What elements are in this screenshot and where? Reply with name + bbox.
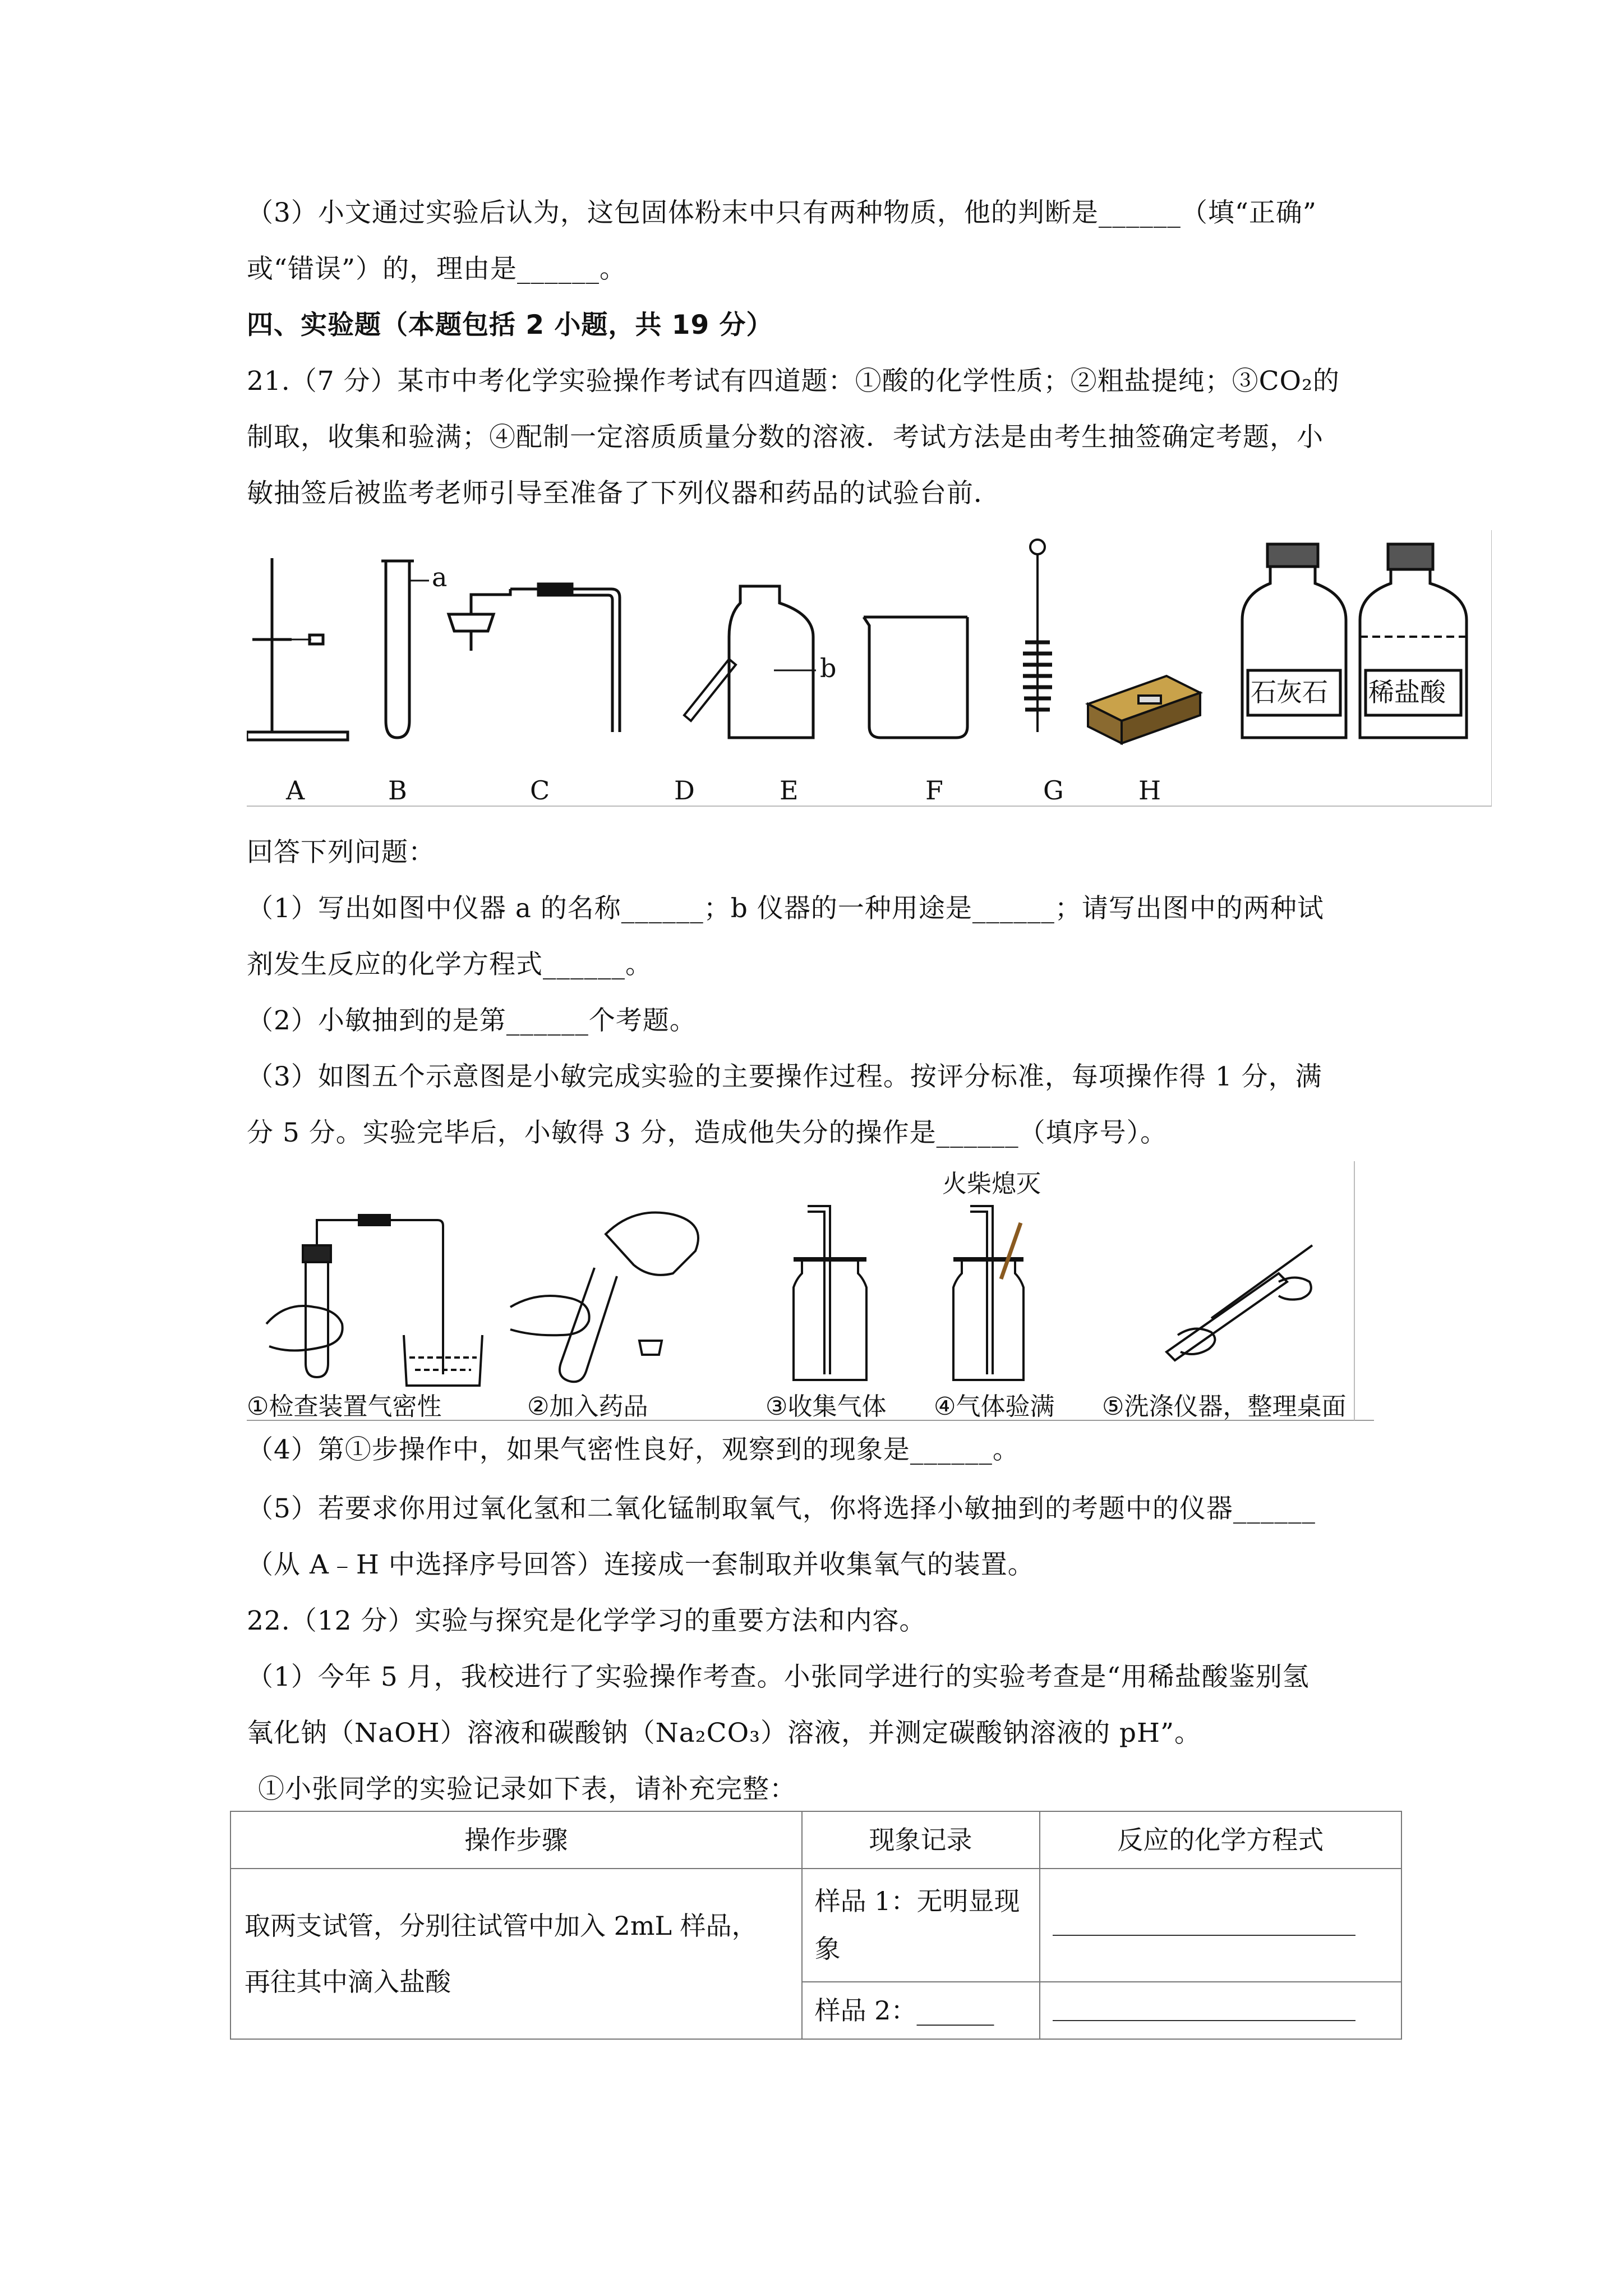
q21-p2: （2）小敏抽到的是第______个考题。 <box>247 1005 697 1036</box>
label-B: B <box>388 775 407 806</box>
label-G: G <box>1043 775 1064 806</box>
sample2-text: 样品 2：______ <box>814 1995 994 2026</box>
q22-p1-line1: （1）今年 5 月，我校进行了实验操作考查。小张同学进行的实验考查是“用稀盐酸鉴别氢 <box>247 1662 1310 1692</box>
q21-answer-prompt: 回答下列问题： <box>247 837 435 868</box>
beaker-icon <box>864 617 967 738</box>
q21-p3-line2: 分 5 分。实验完毕后，小敏得 3 分，造成他失分的操作是______（填序号）。 <box>247 1117 1168 1148</box>
label-D: D <box>674 775 695 806</box>
step3-caption: ③收集气体 <box>766 1392 887 1421</box>
step5-caption: ⑤洗涤仪器，整理桌面 <box>1102 1392 1347 1421</box>
label-H: H <box>1138 775 1161 806</box>
section4-heading: 四、实验题（本题包括 2 小题，共 19 分） <box>247 310 773 341</box>
equation-answer-cell-2[interactable] <box>1040 1982 1402 2039</box>
operation-line1: 取两支试管，分别往试管中加入 2mL 样品， <box>245 1911 758 1941</box>
q21-p1-line1: （1）写出如图中仪器 a 的名称______；b 仪器的一种用途是______；请写出图中的两种试 <box>247 893 1324 924</box>
header-operation: 操作步骤 <box>230 1811 802 1869</box>
gas-bottle-icon <box>729 586 816 738</box>
stopper-tube-icon <box>449 584 620 732</box>
step1-caption: ①检查装置气密性 <box>247 1392 442 1421</box>
operation-cell <box>230 1869 802 2039</box>
marker-b: b <box>820 653 837 683</box>
add-reagent-icon <box>510 1213 698 1382</box>
marker-a: a <box>432 562 448 592</box>
equation-blank-1[interactable] <box>1053 1907 1355 1936</box>
label-A: A <box>286 775 305 806</box>
q22-p1-line2: 氧化钠（NaOH）溶液和碳酸钠（Na₂CO₃）溶液，并测定碳酸钠溶液的 pH”。 <box>247 1718 1202 1749</box>
step4-caption: ④气体验满 <box>934 1392 1055 1421</box>
q22-line1: 22.（12 分）实验与探究是化学学习的重要方法和内容。 <box>247 1605 926 1636</box>
q20-3-line1: （3）小文通过实验后认为，这包固体粉末中只有两种物质，他的判断是______（填“正确” <box>247 197 1317 228</box>
experiment-record-table <box>230 1811 1402 2040</box>
q21-p5-line1: （5）若要求你用过氧化氢和二氧化锰制取氧气，你将选择小敏抽到的考题中的仪器______ <box>247 1493 1316 1524</box>
bottle2-label: 稀盐酸 <box>1368 677 1446 707</box>
iron-stand-icon <box>247 558 348 740</box>
q21-line3: 敏抽签后被监考老师引导至准备了下列仪器和药品的试验台前． <box>247 478 1000 509</box>
sample1-line1: 样品 1：无明显现 <box>814 1886 1020 1916</box>
operation-steps-figure <box>247 1161 1374 1425</box>
q21-line1: 21.（7 分）某市中考化学实验操作考试有四道题：①酸的化学性质；②粗盐提纯；③CO₂的 <box>247 366 1340 397</box>
gas-collection-icon <box>794 1206 866 1380</box>
q21-p4: （4）第①步操作中，如果气密性良好，观察到的现象是______。 <box>247 1434 1020 1465</box>
label-F: F <box>925 775 943 806</box>
q21-p3-line1: （3）如图五个示意图是小敏完成实验的主要操作过程。按评分标准，每项操作得 1 分，满 <box>247 1061 1322 1092</box>
bottle1-label: 石灰石 <box>1251 677 1328 707</box>
table-header-row <box>230 1811 1401 1869</box>
operation-line2: 再往其中滴入盐酸 <box>245 1967 451 1997</box>
airtightness-check-icon <box>266 1215 482 1386</box>
test-tube-icon <box>381 561 429 738</box>
label-E: E <box>780 775 799 806</box>
q20-3-line2: 或“错误”）的，理由是______。 <box>247 254 627 284</box>
label-C: C <box>530 775 550 806</box>
phenomenon-cell-1 <box>802 1869 1040 1982</box>
table-row <box>230 1869 1401 1982</box>
acid-bottle-icon <box>1360 544 1467 738</box>
brush-icon <box>1023 540 1052 732</box>
match-note: 火柴熄灭 <box>942 1170 1041 1198</box>
limestone-bottle-icon <box>1242 544 1346 738</box>
wash-instruments-icon <box>1166 1245 1312 1360</box>
q21-p5-line2: （从 A﹣H 中选择序号回答）连接成一套制取并收集氧气的装置。 <box>247 1549 1035 1580</box>
sample1-line2: 象 <box>814 1934 841 1964</box>
equation-blank-2[interactable] <box>1053 1992 1355 2021</box>
matchbox-icon <box>1088 676 1200 743</box>
step2-caption: ②加入药品 <box>527 1392 648 1421</box>
header-phenomenon: 现象记录 <box>802 1811 1040 1869</box>
equation-answer-cell-1[interactable] <box>1040 1869 1402 1982</box>
q22-sub1: ①小张同学的实验记录如下表，请补充完整： <box>258 1774 796 1805</box>
apparatus-figure <box>247 530 1492 811</box>
q21-p1-line2: 剂发生反应的化学方程式______。 <box>247 949 652 980</box>
phenomenon-cell-2[interactable] <box>802 1982 1040 2039</box>
gas-test-full-icon <box>953 1206 1023 1380</box>
q21-line2: 制取，收集和验满；④配制一定溶质质量分数的溶液．考试方法是由考生抽签确定考题，小 <box>247 422 1324 453</box>
header-equation: 反应的化学方程式 <box>1040 1811 1402 1869</box>
